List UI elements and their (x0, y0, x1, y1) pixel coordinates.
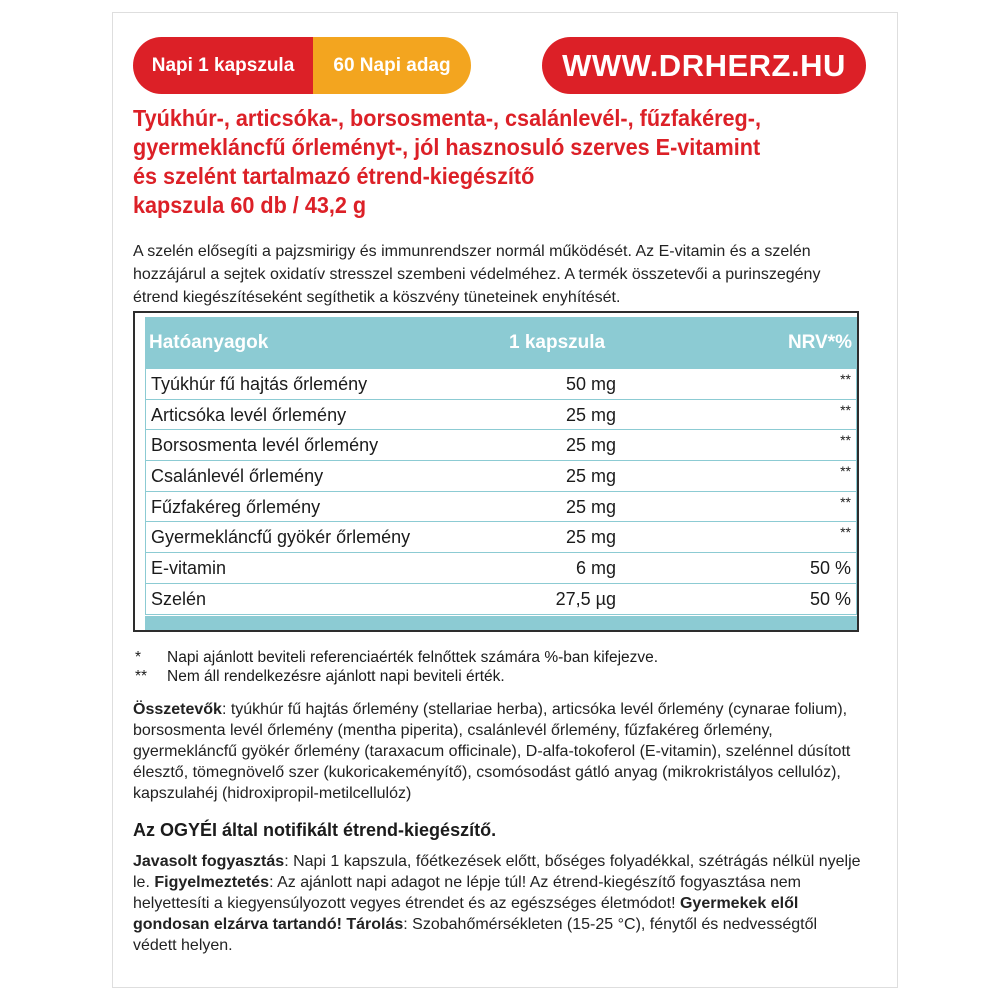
table-row (145, 400, 857, 431)
ingredient-name: Csalánlevél őrlemény (151, 466, 324, 487)
ingredient-name: Fűzfakéreg őrlemény (151, 496, 321, 517)
storage-text: : Szobahőmérsékleten (15-25 °C), fénytől és nedvességtől védett helyen. (133, 916, 818, 954)
title-line: gyermekláncfű őrleményt-, jól hasznosuló szerves E-vitamint (133, 134, 761, 160)
ingredient-amount: 25 mg (565, 404, 616, 425)
intro-text: A szelén elősegíti a pajzsmirigy és immunrendszer normál működését. Az E-vitamin és a szelén hozzájárul a sejtek oxidatív stresszel szembeni védelméhez. A termék összetevői a purinszegény étrend kiegészítéseként segíthetik a köszvény tüneteinek enyhítését. (133, 243, 821, 306)
ingredient-amount: 27,5 µg (555, 588, 616, 609)
table-row (145, 369, 857, 400)
ingredient-name: Borsosmenta levél őrlemény (151, 435, 379, 456)
ingredient-name: E-vitamin (151, 558, 227, 579)
ingredient-nrv: 50 % (809, 558, 851, 579)
table-row (145, 430, 857, 461)
ingredient-amount: 50 mg (565, 374, 616, 394)
table-row (145, 461, 857, 492)
header-nrv: NRV*% (787, 332, 852, 353)
ingredient-amount: 6 mg (575, 558, 616, 579)
ingredients-label: Összetevők (133, 701, 222, 718)
ingredient-amount: 25 mg (565, 496, 616, 517)
footnote-mark: ** (135, 668, 148, 685)
ingredient-nrv: ** (840, 524, 851, 541)
ingredient-name: Articsóka levél őrlemény (151, 404, 347, 425)
storage-label: Gyermekek elől gondosan elzárva tartandó! Tárolás (133, 895, 799, 933)
website-link[interactable]: WWW.DRHERZ.HU (542, 37, 866, 94)
ingredient-name: Tyúkhúr fű hajtás őrlemény (151, 374, 368, 394)
ingredient-name: Gyermekláncfű gyökér őrlemény (151, 527, 411, 548)
footnote-mark: * (135, 649, 142, 666)
notification-statement: Az OGYÉI által notifikált étrend-kiegészítő. (133, 820, 497, 840)
title-line: kapszula 60 db / 43,2 g (133, 192, 367, 218)
warning-text: : Az ajánlott napi adagot ne lépje túl! Az étrend-kiegészítő fogyasztása nem helyettesíti a kiegyensúlyozott vegyes étrendet és az egészséges életmódot! (133, 874, 801, 912)
table-row (145, 492, 857, 523)
ingredients-text: : tyúkhúr fű hajtás őrlemény (stellariae herba), articsóka levél őrlemény (cynarae folium), borsosmenta levél őrlemény (mentha piperita), csalánlevél őrlemény, fűzfakéreg őrlemény, gyermekláncfű gyökér őrlemény (taraxacum officinale), D-alfa-tokoferol (E-vitamin), szelénnel dúsított élesztő, tömegnövelő szer (kukoricakeményítő), csomósodást gátló anyag (mikrokristályos cellulóz), kapszulahéj (hidroxipropil-metilcellulóz) (133, 701, 851, 802)
footnote-text: Napi ajánlott beviteli referenciaérték felnőttek számára %-ban kifejezve. (167, 649, 659, 666)
usage-label: Javasolt fogyasztás (133, 853, 285, 870)
servings-badge: 60 Napi adag (313, 37, 471, 94)
table-footer-bar (145, 616, 857, 630)
usage-paragraph (133, 851, 863, 956)
usage-text: : Napi 1 kapszula, főétkezések előtt, bőséges folyadékkal, szétrágás nélkül nyelje le. (133, 853, 861, 891)
ingredient-amount: 25 mg (565, 435, 616, 456)
ingredient-nrv: ** (840, 463, 851, 480)
footnote (133, 648, 853, 667)
table-row (145, 522, 857, 553)
daily-dose-badge: Napi 1 kapszula (133, 37, 313, 94)
ingredient-amount: 25 mg (565, 466, 616, 487)
ingredient-amount: 25 mg (565, 527, 616, 548)
product-title (133, 104, 814, 220)
table-body (145, 369, 857, 615)
footnotes (133, 648, 853, 686)
ingredient-name: Szelén (151, 588, 207, 609)
ingredient-nrv: ** (840, 432, 851, 449)
ingredient-nrv: ** (840, 401, 851, 418)
footnote (133, 667, 853, 686)
ingredient-nrv: 50 % (809, 588, 851, 609)
table-header (145, 317, 857, 369)
ingredient-nrv: ** (840, 371, 851, 387)
warning-label: Figyelmeztetés (154, 874, 270, 891)
header-per-capsule: 1 kapszula (509, 332, 606, 353)
ingredients-paragraph (133, 699, 863, 804)
ingredient-nrv: ** (840, 493, 851, 510)
title-line: és szelént tartalmazó étrend-kiegészítő (133, 163, 535, 189)
title-line: Tyúkhúr-, articsóka-, borsosmenta-, csalánlevél-, fűzfakéreg-, (133, 105, 761, 131)
footnote-text: Nem áll rendelkezésre ajánlott napi beviteli érték. (167, 668, 505, 685)
table-row (145, 553, 857, 584)
nutrition-table (133, 311, 859, 632)
header-active-ingredients: Hatóanyagok (149, 332, 269, 353)
table-row (145, 584, 857, 615)
